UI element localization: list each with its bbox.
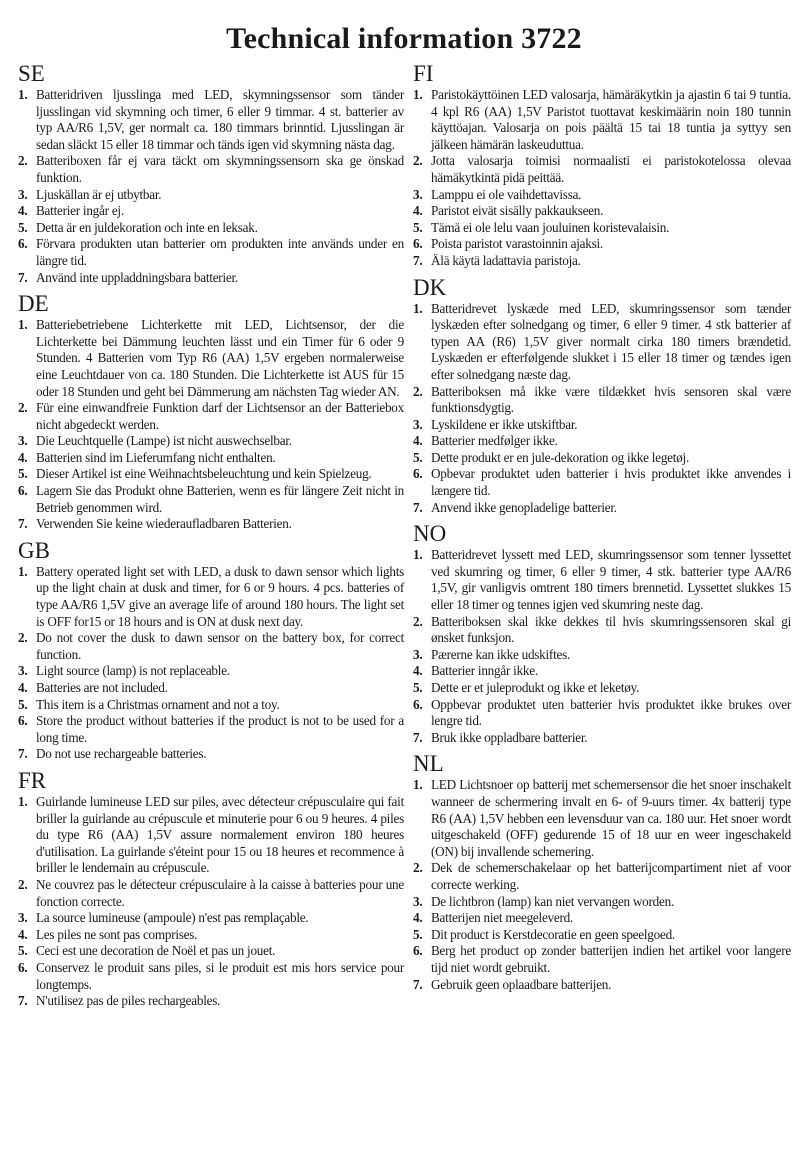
- item-text: Dette er et juleprodukt og ikke et leketøy.: [431, 680, 640, 695]
- section-heading: GB: [18, 537, 50, 563]
- list-item: [413, 466, 791, 499]
- list-item: [18, 680, 404, 697]
- list-item: [18, 236, 404, 269]
- item-text: Do not use rechargeable batteries.: [36, 746, 207, 762]
- item-text: Paristokäyttöinen LED valosarja, hämäräkytkin ja ajastin 6 tai 9 tuntia. 4 kpl R6 (AA) 1,5V Paristot tuottavat keskimäärin noin 180 tunnin käyttöajan. Valosarja on pois päältä 15 tai 18 tuntia ja syttyy sen jälkeen hämärän laskeuduttua.: [431, 87, 791, 152]
- item-number: 6.: [413, 236, 423, 252]
- item-number: 7.: [413, 499, 423, 515]
- item-text: Batterijen niet meegeleverd.: [431, 910, 574, 926]
- item-number: 3.: [18, 910, 28, 926]
- item-text: Batterien sind im Lieferumfang nicht enthalten.: [36, 449, 276, 465]
- item-number: 6.: [413, 466, 423, 482]
- item-text: Dieser Artikel ist eine Weihnachtsbeleuchtung und kein Spielzeug.: [36, 466, 372, 482]
- list-item: [18, 220, 404, 237]
- list-item: [18, 943, 404, 960]
- list-item: [18, 516, 404, 533]
- item-text: Gebruik geen oplaadbare batterijen.: [431, 976, 612, 992]
- item-number: 3.: [413, 646, 423, 662]
- list-item: [18, 483, 404, 516]
- item-number: 4.: [18, 449, 28, 465]
- item-number: 3.: [413, 186, 423, 202]
- item-number: 2.: [18, 630, 28, 646]
- item-text: Light source (lamp) is not replaceable.: [36, 663, 230, 679]
- list-item: [18, 697, 404, 714]
- section-fr: [18, 769, 404, 1010]
- list-item: [413, 384, 791, 417]
- section-de: [18, 292, 404, 533]
- list-item: [413, 500, 791, 517]
- instruction-list: [18, 794, 404, 1010]
- item-text: Les piles ne sont pas comprises.: [36, 926, 198, 942]
- list-item: [413, 977, 791, 994]
- section-heading: NL: [413, 751, 444, 777]
- section-heading: SE: [18, 61, 45, 86]
- list-item: [18, 433, 404, 450]
- list-item: [413, 730, 791, 747]
- item-number: 5.: [413, 219, 423, 235]
- item-number: 1.: [18, 87, 28, 102]
- item-number: 5.: [18, 466, 28, 482]
- item-text: Älä käytä ladattavia paristoja.: [431, 252, 581, 268]
- list-item: [413, 417, 791, 434]
- item-text: Opbevar produktet uden batterier i hvis produktet ikke anvendes i længere tid.: [431, 466, 791, 499]
- item-number: 1.: [413, 547, 423, 563]
- item-number: 2.: [18, 153, 28, 169]
- item-text: Oppbevar produktet uten batterier hvis produktet ikke brukes over lengre tid.: [431, 696, 791, 729]
- item-text: This item is a Christmas ornament and not a toy.: [36, 696, 280, 712]
- item-text: Bruk ikke oppladbare batterier.: [431, 729, 588, 745]
- item-text: Do not cover the dusk to dawn sensor on the battery box, for correct function.: [36, 630, 404, 662]
- list-item: [18, 960, 404, 993]
- item-text: Dit product is Kerstdecoratie en geen speelgoed.: [431, 926, 675, 942]
- item-text: Für eine einwandfreie Funktion darf der Lichtsensor an der Batteriebox nicht abgedeckt werden.: [36, 400, 404, 432]
- item-number: 6.: [18, 959, 28, 975]
- list-item: [18, 187, 404, 204]
- item-number: 4.: [413, 203, 423, 219]
- list-item: [413, 697, 791, 730]
- list-item: [18, 400, 404, 433]
- item-text: Batteriboxen får ej vara täckt om skymningssensorn ska ge önskad funktion.: [36, 153, 404, 185]
- item-number: 4.: [18, 680, 28, 695]
- list-item: [18, 450, 404, 467]
- list-item: [18, 564, 404, 630]
- item-text: Batteriebetriebene Lichterkette mit LED, Lichtsensor, der die Lichterkette bei Dämmung leuchten lässt und ein Timer für 6 oder 9 Stunden. 4 Batterien vom Typ R6 (AA) 1,5V ergeben normalerweise eine Leuchtdauer von ca. 180 Stunden. Die Lichterkette ist AUS für 15 oder 18 Stunden und geht bei Dämmerung am nächsten Tag wieder AN.: [36, 317, 404, 399]
- item-text: Anvend ikke genopladelige batterier.: [431, 499, 617, 515]
- list-item: [413, 910, 791, 927]
- item-text: Tämä ei ole lelu vaan jouluinen koristevalaisin.: [431, 219, 670, 235]
- item-text: De lichtbron (lamp) kan niet vervangen worden.: [431, 893, 675, 909]
- item-number: 3.: [18, 663, 28, 679]
- list-item: [18, 317, 404, 400]
- section-fi: [413, 62, 791, 270]
- item-number: 6.: [18, 713, 28, 729]
- item-number: 3.: [18, 433, 28, 449]
- item-number: 2.: [413, 383, 423, 399]
- item-text: Berg het product op zonder batterijen indien het artikel voor langere tijd niet wordt gebruikt.: [431, 943, 791, 975]
- item-text: Lyskildene er ikke utskiftbar.: [431, 416, 578, 432]
- list-item: [413, 614, 791, 647]
- list-item: [413, 433, 791, 450]
- list-item: [413, 450, 791, 467]
- item-text: LED Lichtsnoer op batterij met schemersensor die het snoer inschakelt wanneer de schermering invalt en 6- of 9-uurs timer. 4x batterij type R6 (AA) 1,5V hebben een levensduur van ca. 180 uur. Het snoer wordt uitgeschakeld (OFF) gedurende 15 of 18 uur en weer ingeschakeld (ON) bij invallende schemering.: [431, 777, 791, 859]
- list-item: [18, 630, 404, 663]
- list-item: [413, 153, 791, 186]
- section-heading: NO: [413, 521, 447, 547]
- list-item: [413, 187, 791, 204]
- item-text: Detta är en juldekoration och inte en leksak.: [36, 219, 258, 235]
- item-number: 2.: [413, 860, 423, 876]
- item-text: Store the product without batteries if the product is not to be used for a long time.: [36, 713, 404, 745]
- item-number: 5.: [413, 926, 423, 942]
- item-number: 5.: [18, 943, 28, 959]
- item-text: Ljuskällan är ej utbytbar.: [36, 186, 162, 202]
- list-item: [413, 547, 791, 613]
- section-heading: DK: [413, 274, 447, 300]
- list-item: [18, 877, 404, 910]
- item-text: Poista paristot varastoinnin ajaksi.: [431, 236, 603, 252]
- item-number: 2.: [18, 400, 28, 416]
- section-heading: FI: [413, 61, 434, 86]
- item-number: 7.: [18, 746, 28, 762]
- item-text: Pærerne kan ikke udskiftes.: [431, 646, 571, 662]
- item-text: Förvara produkten utan batterier om produkten inte används under en längre tid.: [36, 236, 404, 268]
- item-text: Lagern Sie das Produkt ohne Batterien, wenn es für längere Zeit nicht in Betrieb genommen wird.: [36, 483, 404, 515]
- item-number: 6.: [18, 236, 28, 252]
- item-text: Guirlande lumineuse LED sur piles, avec détecteur crépusculaire qui fait briller la guirlande au crépuscule et minuterie pour 6 ou 9 heures. 4 piles du type R6 (AA) 1,5V assure normalement environ 180 heures d'utilisation. La guirlande s'éteint pour 15 ou 18 heures et recommence à briller le lendemain au crépuscule.: [36, 793, 404, 876]
- list-item: [18, 153, 404, 186]
- item-number: 3.: [18, 186, 28, 202]
- item-number: 3.: [413, 893, 423, 909]
- item-number: 7.: [413, 976, 423, 992]
- item-number: 1.: [18, 317, 28, 333]
- item-text: Batterier ingår ej.: [36, 203, 124, 219]
- item-text: Die Leuchtquelle (Lampe) ist nicht auswechselbar.: [36, 433, 292, 449]
- list-item: [18, 466, 404, 483]
- section-dk: [413, 276, 791, 517]
- item-number: 7.: [413, 729, 423, 745]
- list-item: [413, 894, 791, 911]
- instruction-list: [18, 87, 404, 286]
- right-column: [413, 62, 791, 999]
- section-se: [18, 62, 404, 286]
- item-number: 1.: [18, 793, 28, 809]
- item-text: Batteries are not included.: [36, 680, 168, 695]
- item-number: 1.: [413, 300, 423, 316]
- item-number: 2.: [413, 613, 423, 629]
- section-gb: [18, 539, 404, 763]
- item-text: Dette produkt er en jule-dekoration og ikke legetøj.: [431, 449, 689, 465]
- item-text: La source lumineuse (ampoule) n'est pas remplaçable.: [36, 910, 309, 926]
- list-item: [18, 713, 404, 746]
- item-number: 5.: [413, 449, 423, 465]
- item-text: Battery operated light set with LED, a dusk to dawn sensor which lights up the light chain at dusk and timer, for 6 or 9 hours. 4 pcs. batteries of type AA/R6 1,5V give an average life of around 180 hours. The light set is OFF for15 or 18 hours and is ON at dusk next day.: [36, 563, 404, 629]
- item-text: Jotta valosarja toimisi normaalisti ei paristokotelossa olevaa hämäkytkintä pidä peittää.: [431, 153, 791, 185]
- item-number: 7.: [18, 993, 28, 1009]
- item-text: Lamppu ei ole vaihdettavissa.: [431, 186, 582, 202]
- list-item: [18, 993, 404, 1010]
- list-item: [413, 236, 791, 253]
- instruction-list: [413, 777, 791, 993]
- list-item: [413, 220, 791, 237]
- item-number: 4.: [18, 203, 28, 219]
- item-text: Batteriboksen skal ikke dekkes til hvis skumringssensoren skal gi ønsket funksjon.: [431, 613, 791, 646]
- instruction-list: [18, 564, 404, 763]
- item-text: Batteriboksen må ikke være tildækket hvis sensoren skal være funktionsdygtig.: [431, 383, 791, 416]
- item-text: Paristot eivät sisälly pakkaukseen.: [431, 203, 604, 219]
- item-number: 2.: [18, 876, 28, 892]
- list-item: [413, 943, 791, 976]
- item-number: 4.: [413, 910, 423, 926]
- list-item: [18, 87, 404, 153]
- item-number: 5.: [413, 680, 423, 695]
- list-item: [18, 663, 404, 680]
- list-item: [413, 680, 791, 697]
- item-number: 1.: [413, 777, 423, 793]
- item-text: Dek de schemerschakelaar op het batterijcompartiment niet af voor correcte werking.: [431, 860, 791, 892]
- item-number: 7.: [18, 269, 28, 285]
- item-text: Ne couvrez pas le détecteur crépusculaire à la caisse à batteries pour une fonction correcte.: [36, 876, 404, 909]
- list-item: [413, 647, 791, 664]
- item-number: 2.: [413, 153, 423, 169]
- list-item: [18, 794, 404, 877]
- item-text: N'utilisez pas de piles rechargeables.: [36, 993, 221, 1009]
- item-number: 4.: [413, 663, 423, 679]
- item-number: 3.: [413, 416, 423, 432]
- item-number: 6.: [413, 943, 423, 959]
- list-item: [413, 860, 791, 893]
- list-item: [18, 203, 404, 220]
- list-item: [413, 87, 791, 153]
- item-text: Batterier inngår ikke.: [431, 663, 538, 679]
- item-number: 7.: [18, 516, 28, 532]
- item-text: Batteridriven ljusslinga med LED, skymningssensor som tänder ljusslingan vid skymning och timer, 6 eller 9 timmar. 4 st. batterier av typ AA/R6 1,5V, ger normalt ca. 180 timmars brinntid. Ljusslingan är sedan släckt 15 eller 18 timmar och tänds igen vid skymning nästa dag.: [36, 87, 404, 152]
- section-no: [413, 522, 791, 746]
- instruction-list: [413, 87, 791, 270]
- item-number: 1.: [413, 87, 423, 102]
- item-text: Använd inte uppladdningsbara batterier.: [36, 269, 238, 285]
- item-number: 5.: [18, 696, 28, 712]
- item-text: Batteridrevet lyskæde med LED, skumringssensor som tænder lyskæden efter solnedgang og timer, 6 eller 9 timer. 4 stk batterier af typen AA (R6) 1,5V giver normalt cirka 180 timers brændetid. Lyskæden er efterfølgende slukket i 15 eller 18 timer og tændes igen efter solnedgang næste dag.: [431, 300, 791, 382]
- item-text: Verwenden Sie keine wiederaufladbaren Batterien.: [36, 516, 292, 532]
- item-number: 4.: [18, 926, 28, 942]
- item-text: Batteridrevet lyssett med LED, skumringssensor som tenner lyssettet ved skumring og timer, 6 eller 9 timer, 4 stk. batterier type AA/R6 1,5V, gir vanligvis omtrent 180 timers brennetid. Lyssettet slukkes 15 eller 18 timer og tennes igjen ved skumring neste dag.: [431, 547, 791, 613]
- list-item: [18, 910, 404, 927]
- section-nl: [413, 752, 791, 993]
- item-text: Conservez le produit sans piles, si le produit est mis hors service pour longtemps.: [36, 959, 404, 992]
- list-item: [413, 301, 791, 384]
- item-number: 6.: [18, 483, 28, 499]
- list-item: [413, 927, 791, 944]
- list-item: [413, 203, 791, 220]
- list-item: [413, 253, 791, 270]
- item-number: 7.: [413, 252, 423, 268]
- item-number: 5.: [18, 219, 28, 235]
- section-heading: FR: [18, 767, 47, 793]
- list-item: [18, 927, 404, 944]
- list-item: [413, 663, 791, 680]
- list-item: [18, 746, 404, 763]
- instruction-list: [413, 547, 791, 746]
- item-text: Batterier medfølger ikke.: [431, 433, 558, 449]
- item-number: 4.: [413, 433, 423, 449]
- section-heading: DE: [18, 291, 49, 317]
- list-item: [18, 270, 404, 287]
- instruction-list: [18, 317, 404, 533]
- left-column: [18, 62, 404, 1016]
- list-item: [413, 777, 791, 860]
- instruction-list: [413, 301, 791, 517]
- item-number: 1.: [18, 563, 28, 579]
- page-title: Technical information 3722: [226, 22, 582, 55]
- item-text: Ceci est une decoration de Noël et pas un jouet.: [36, 943, 276, 959]
- item-number: 6.: [413, 696, 423, 712]
